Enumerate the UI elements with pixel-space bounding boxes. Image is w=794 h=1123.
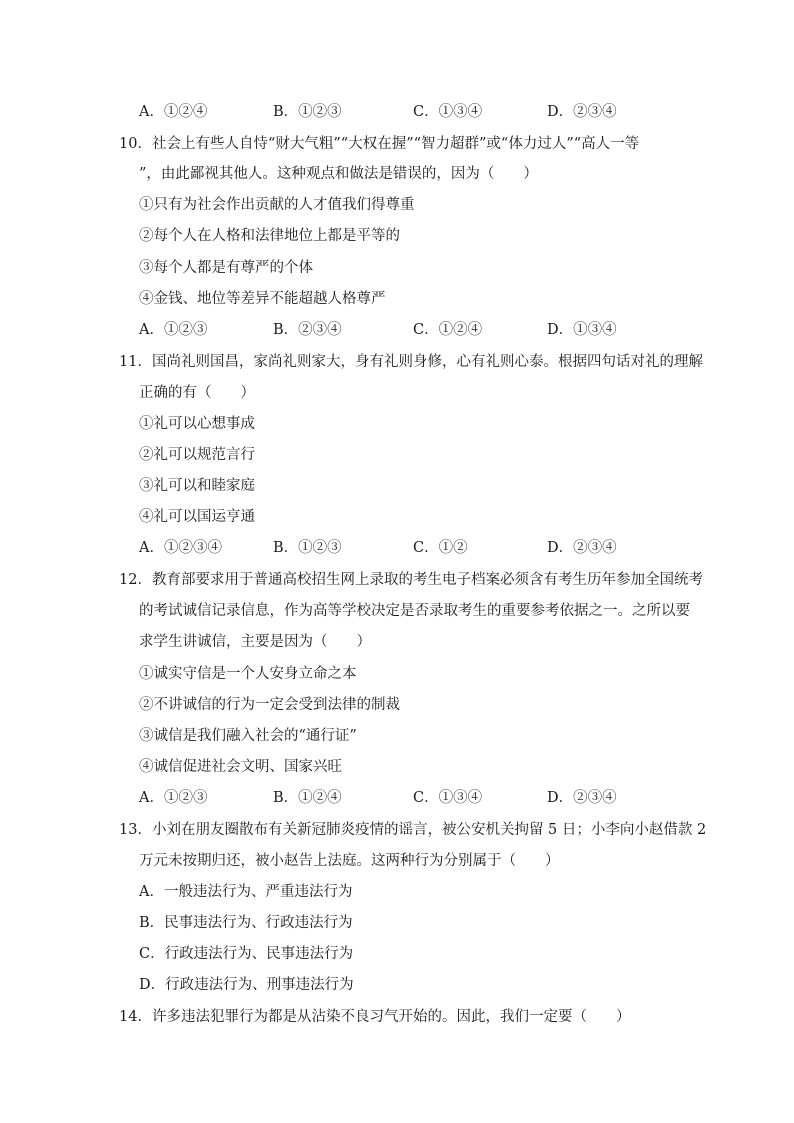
question-11-item-3: ③礼可以和睦家庭 (139, 478, 255, 494)
question-13-choice-b: B．民事违法行为、行政违法行为 (139, 915, 353, 931)
question-11-option-d: D．②③④ (547, 540, 617, 556)
question-12-option-c: C．①③④ (413, 790, 483, 806)
question-13-choice-d: D．行政违法行为、刑事违法行为 (139, 977, 354, 993)
option-b: B．①②③ (273, 104, 342, 120)
question-12-option-d: D．②③④ (547, 790, 617, 806)
question-11-option-b: B．①②③ (273, 540, 342, 556)
question-13-choice-c: C．行政违法行为、民事违法行为 (139, 946, 354, 962)
question-11-option-c: C．①② (413, 540, 468, 556)
question-13-choice-a: A．一般违法行为、严重违法行为 (139, 884, 353, 900)
question-13-stem-line2: 万元未按期归还，被小赵告上法庭。这两种行为分别属于（ ） (139, 853, 560, 869)
question-12-stem-line3: 求学生讲诚信，主要是因为（ ） (139, 634, 371, 650)
option-a: A．①②④ (139, 104, 208, 120)
question-12-item-1: ①诚实守信是一个人安身立命之本 (139, 666, 357, 682)
option-d: D．②③④ (547, 104, 617, 120)
question-10-item-3: ③每个人都是有尊严的个体 (139, 260, 313, 276)
question-12-stem-line1: 12．教育部要求用于普通高校招生网上录取的考生电子档案必须含有考生历年参加全国统考 (119, 572, 703, 588)
question-11-stem-line1: 11．国尚礼则国昌，家尚礼则家大，身有礼则身修，心有礼则心泰。根据四句话对礼的理解 (119, 354, 703, 370)
option-c: C．①③④ (413, 104, 483, 120)
question-11-item-4: ④礼可以国运亨通 (139, 509, 255, 525)
question-10-option-b: B．②③④ (273, 322, 342, 338)
question-11-item-1: ①礼可以心想事成 (139, 416, 255, 432)
question-12-item-3: ③诚信是我们融入社会的“通行证” (139, 728, 357, 744)
question-10-option-a: A．①②③ (139, 322, 208, 338)
question-11-item-2: ②礼可以规范言行 (139, 447, 255, 463)
question-10-item-2: ②每个人在人格和法律地位上都是平等的 (139, 228, 400, 244)
question-10-stem-line1: 10．社会上有些人自恃“财大气粗”“大权在握”“智力超群”或“体力过人”“高人一等 (119, 136, 640, 152)
question-14-stem-line1: 14．许多违法犯罪行为都是从沾染不良习气开始的。因此，我们一定要（ ） (119, 1009, 631, 1025)
question-10-option-c: C．①②④ (413, 322, 483, 338)
question-11-option-a: A．①②③④ (139, 540, 222, 556)
question-10-item-4: ④金钱、地位等差异不能超越人格尊严 (139, 291, 386, 307)
question-10-stem-line2: ”，由此鄙视其他人。这种观点和做法是错误的，因为（ ） (139, 166, 538, 182)
question-13-stem-line1: 13．小刘在朋友圈散布有关新冠肺炎疫情的谣言，被公安机关拘留 5 日；小李向小赵借款 2 (119, 822, 707, 838)
question-12-stem-line2: 的考试诚信记录信息，作为高等学校决定是否录取考生的重要参考依据之一。之所以要 (139, 603, 690, 619)
question-11-stem-line2: 正确的有（ ） (139, 385, 255, 401)
question-12-item-2: ②不讲诚信的行为一定会受到法律的制裁 (139, 697, 400, 713)
question-10-option-d: D．①③④ (547, 322, 617, 338)
question-10-item-1: ①只有为社会作出贡献的人才值我们得尊重 (139, 197, 415, 213)
question-12-option-b: B．①②④ (273, 790, 342, 806)
question-12-option-a: A．①②③ (139, 790, 208, 806)
question-12-item-4: ④诚信促进社会文明、国家兴旺 (139, 759, 342, 775)
